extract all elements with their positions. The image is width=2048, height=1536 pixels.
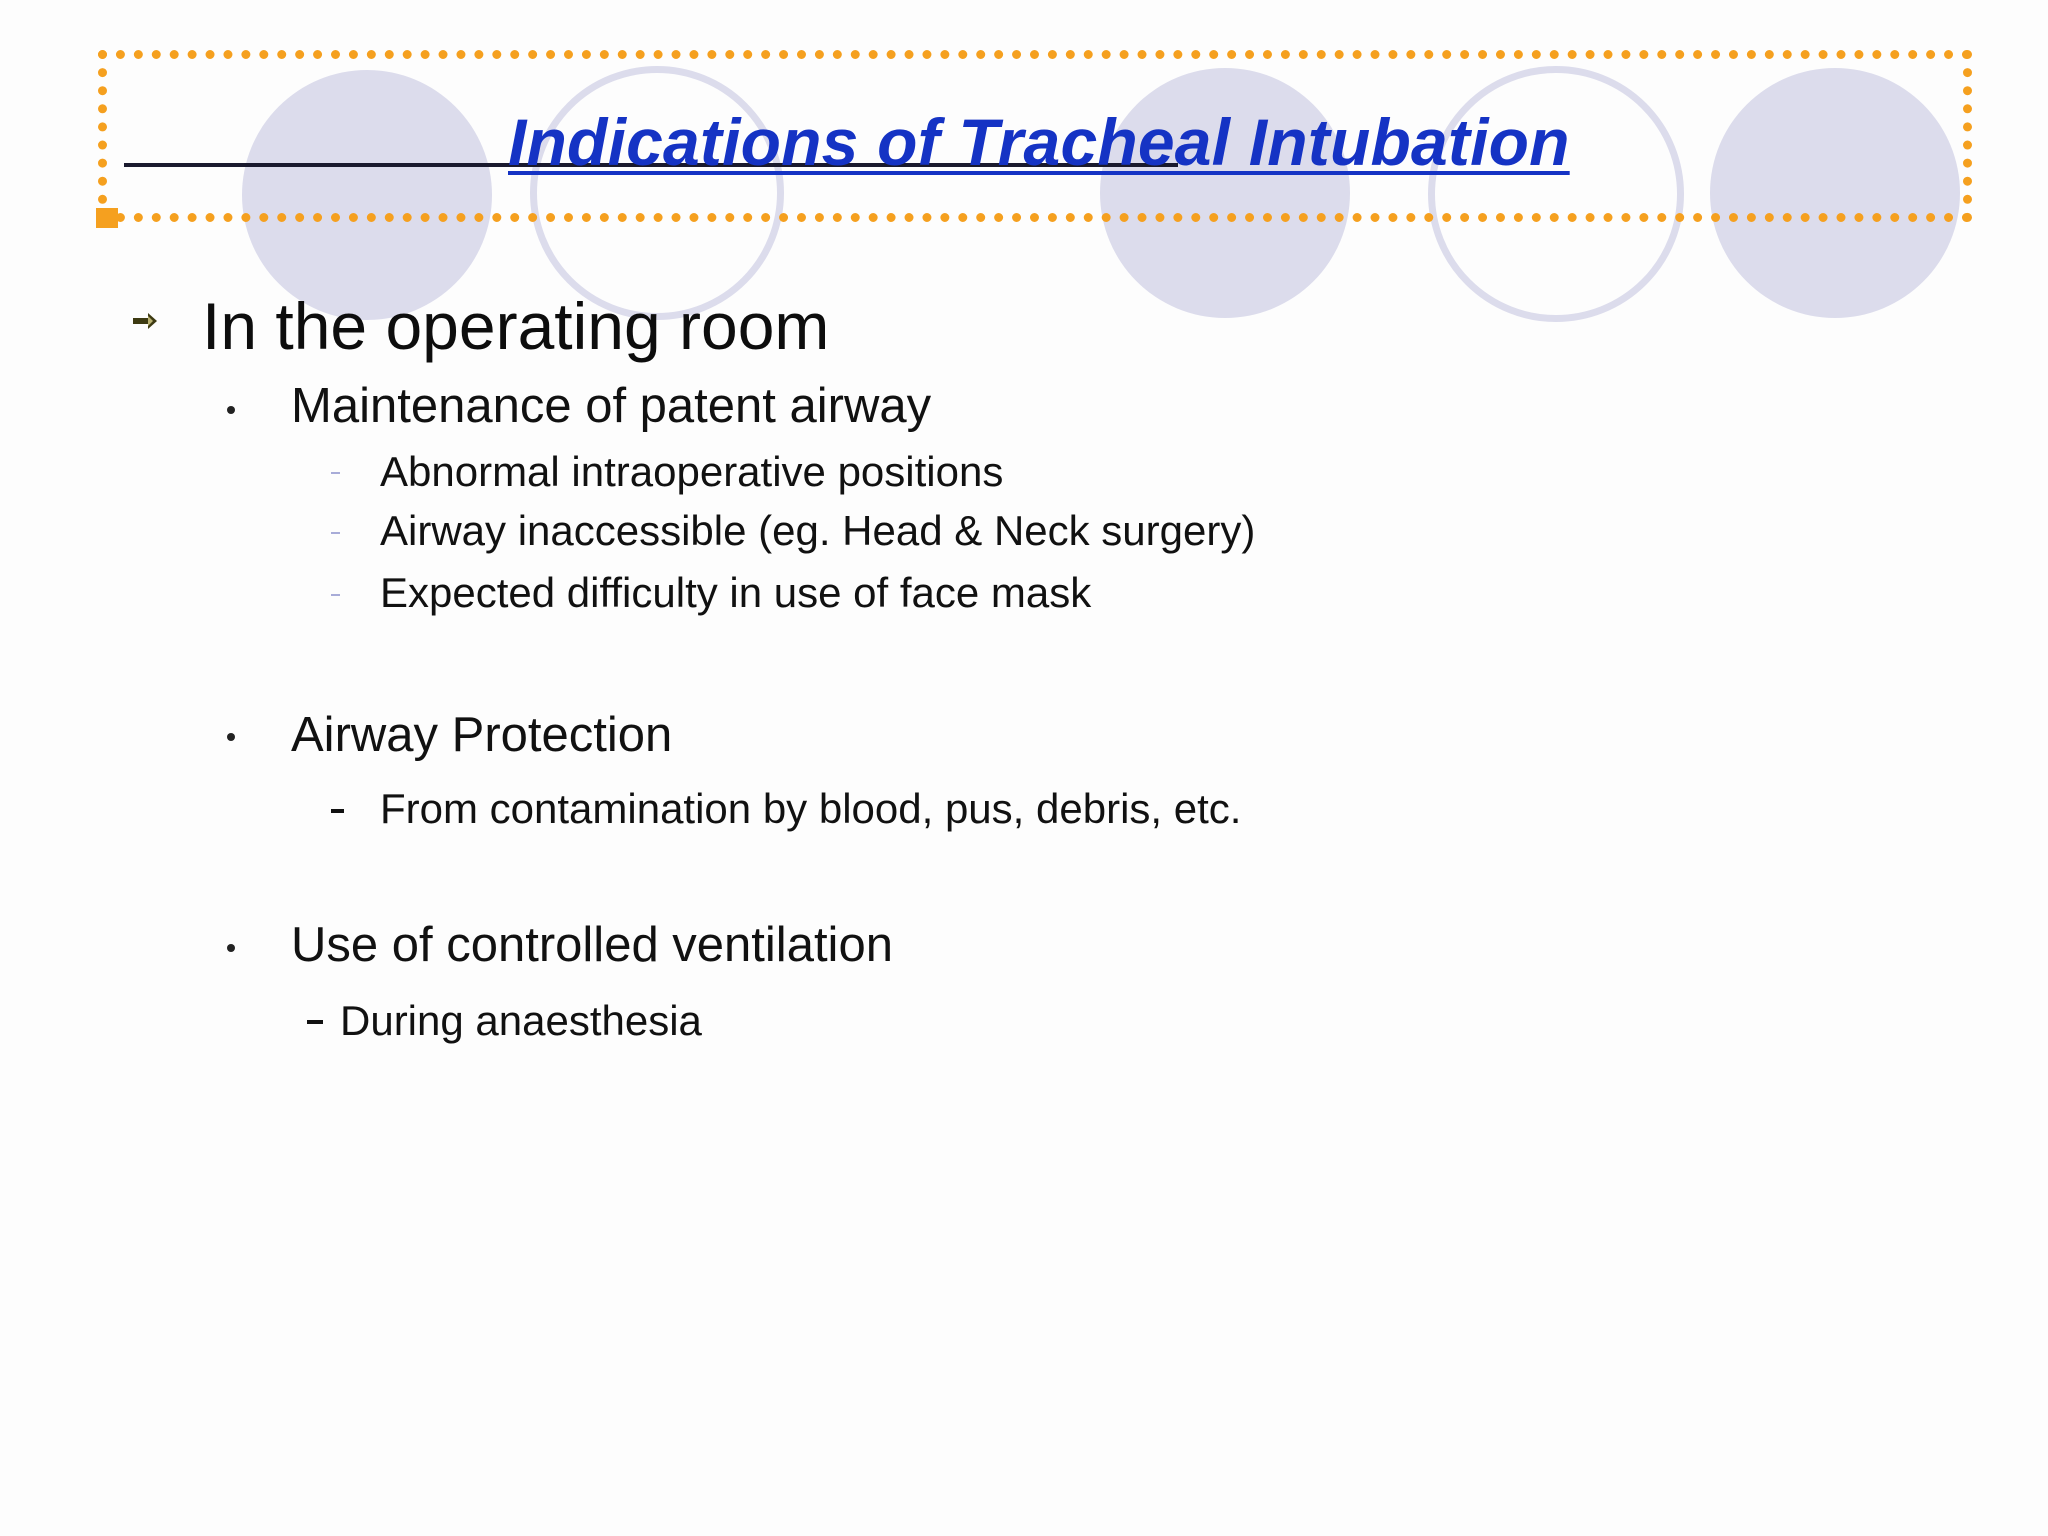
- dash-bullet-icon: [331, 809, 344, 813]
- frame-corner-marker: [96, 208, 118, 228]
- section-heading: In the operating room: [202, 289, 830, 363]
- section-label-airway-protection: Airway Protection: [291, 708, 673, 762]
- dash-bullet-icon: [307, 1020, 323, 1024]
- list-item: Expected difficulty in use of face mask: [380, 569, 1092, 616]
- list-item: Abnormal intraoperative positions: [380, 448, 1004, 495]
- list-item: From contamination by blood, pus, debris, etc.: [380, 785, 1242, 832]
- slide-title: Indications of Tracheal Intubation: [508, 105, 1570, 179]
- list-item: During anaesthesia: [340, 997, 702, 1044]
- list-item: Airway inaccessible (eg. Head & Neck surgery): [380, 507, 1256, 554]
- dash-bullet-icon: [331, 532, 340, 534]
- dash-bullet-icon: [331, 472, 340, 474]
- bullet-dot-icon: [227, 944, 235, 952]
- arrow-bullet-icon: [132, 308, 158, 334]
- dash-bullet-icon: [331, 594, 340, 596]
- bullet-dot-icon: [227, 733, 235, 741]
- bullet-dot-icon: [227, 406, 235, 414]
- section-label-patent-airway: Maintenance of patent airway: [291, 379, 932, 433]
- section-label-controlled-ventilation: Use of controlled ventilation: [291, 918, 893, 972]
